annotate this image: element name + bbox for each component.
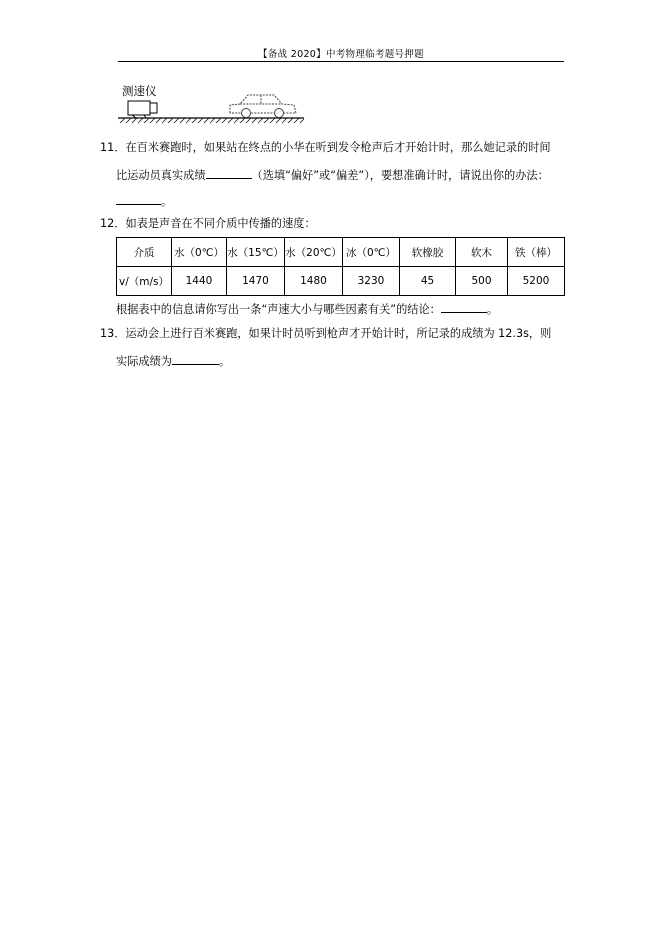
q11-number: 11． — [100, 141, 126, 154]
table-header-row — [117, 238, 565, 267]
table-cell: 铁（棒） — [508, 238, 565, 267]
speed-meter-icon — [128, 101, 150, 115]
table-cell: 介质 — [117, 238, 172, 267]
table-cell: 软木 — [456, 238, 508, 267]
q11-blank-2[interactable] — [116, 192, 161, 205]
q13-text1: 运动会上进行百米赛跑，如果计时员听到枪声才开始计时，所记录的成绩为 12.3s，则 — [125, 327, 552, 340]
table-cell: 3230 — [343, 267, 400, 296]
q12-text1: 如表是声音在不同介质中传播的速度： — [125, 217, 316, 230]
q11-text2a: 比运动员真实成绩 — [116, 169, 206, 182]
q12-conclusion-text: 根据表中的信息请你写出一条“声速大小与哪些因素有关”的结论： — [116, 303, 441, 316]
speed-meter-figure — [112, 82, 312, 130]
car-wheel-rear — [275, 109, 284, 118]
table-cell: 水（20℃） — [285, 238, 343, 267]
q13-text2b: 。 — [218, 355, 231, 368]
table-cell: 500 — [456, 267, 508, 296]
q12-blank[interactable] — [441, 300, 487, 313]
table-cell: 1470 — [227, 267, 285, 296]
q13-text2a: 实际成绩为 — [116, 355, 172, 368]
table-cell: 1480 — [285, 267, 343, 296]
table-cell: 45 — [400, 267, 456, 296]
q11-line2 — [116, 166, 549, 184]
q11-line1 — [100, 140, 551, 156]
table-cell: 冰（0℃） — [343, 238, 400, 267]
q11-text1: 在百米赛跑时，如果站在终点的小华在听到发令枪声后才开始计时，那么她记录的时间 — [125, 141, 551, 154]
q13-line2 — [116, 352, 230, 370]
q11-line3 — [116, 192, 172, 210]
speed-meter-diagram — [112, 82, 312, 130]
sound-speed-table — [116, 237, 565, 296]
page-header: 【备战 2020】中考物理临考题号押题 — [258, 49, 424, 60]
q13-blank[interactable] — [172, 352, 219, 365]
table-row — [117, 267, 565, 296]
table-cell: v/（m/s） — [117, 267, 172, 296]
car-wheel-front — [242, 109, 251, 118]
q13-line1 — [100, 326, 551, 342]
q12-conclusion-end: 。 — [486, 303, 499, 316]
header-rule — [118, 61, 564, 62]
table-cell: 软橡胶 — [400, 238, 456, 267]
q11-blank-1[interactable] — [206, 166, 252, 179]
q12-line1 — [100, 216, 316, 232]
q12-conclusion-line — [116, 300, 498, 318]
table-cell: 水（15℃） — [227, 238, 285, 267]
table-cell: 5200 — [508, 267, 565, 296]
table-cell: 1440 — [172, 267, 227, 296]
q11-text3: 。 — [161, 195, 173, 208]
q13-number: 13． — [100, 327, 126, 340]
q12-number: 12． — [100, 217, 126, 230]
figure-label: 测速仪 — [122, 84, 157, 98]
q11-text2b: （选填“偏好”或“偏差”），要想准确计时，请说出你的办法： — [251, 169, 549, 182]
car-icon — [230, 95, 296, 113]
ground-hatch — [120, 118, 304, 123]
table-cell: 水（0℃） — [172, 238, 227, 267]
